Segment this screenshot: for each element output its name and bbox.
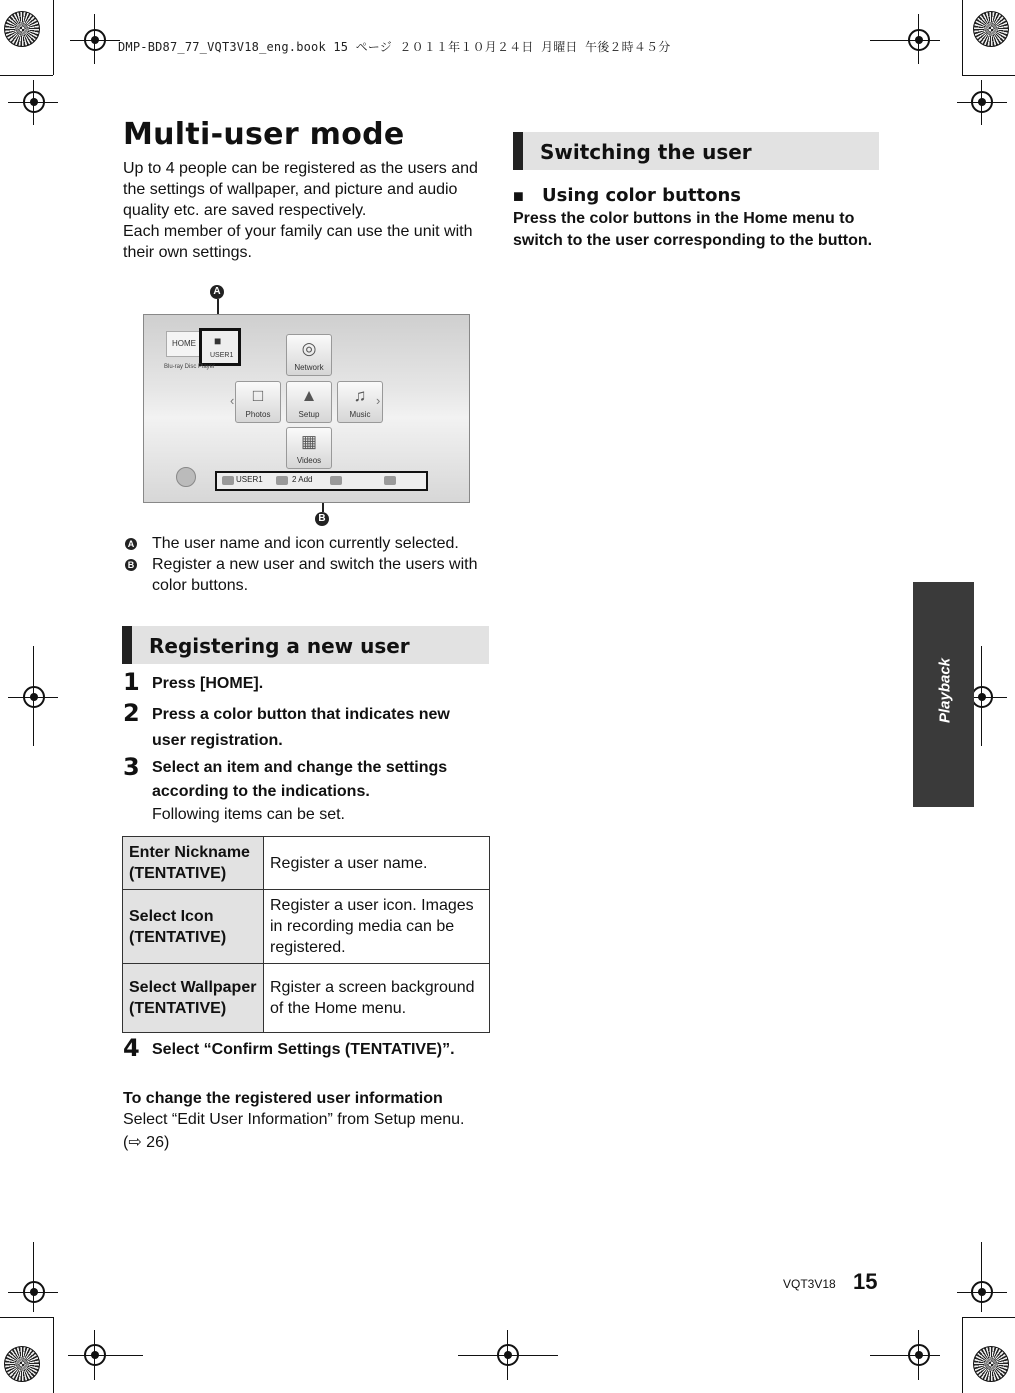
crop-mark [962, 1317, 1015, 1318]
model-code: VQT3V18 [783, 1277, 836, 1291]
legend-item [123, 554, 483, 596]
page-number: 15 [853, 1269, 878, 1294]
side-tab [913, 582, 974, 807]
device-label: Blu-ray Disc Player [164, 364, 216, 370]
crop-mark [94, 14, 95, 64]
subheading: Using color buttons [542, 185, 741, 206]
crop-mark [957, 1292, 1007, 1293]
crop-mark [53, 1317, 54, 1393]
step-number: 4 [123, 1034, 140, 1062]
color-button-icon [384, 476, 396, 485]
tile-videos[interactable] [286, 427, 332, 469]
crop-mark [957, 102, 1007, 103]
add-user-slot[interactable]: 2 Add [292, 475, 313, 484]
network-icon: ◎ [301, 339, 317, 358]
setup-icon: ▲ [300, 386, 318, 405]
crop-mark [70, 40, 120, 41]
color-button-icon [222, 476, 234, 485]
crop-mark [8, 1292, 58, 1293]
legend-item [123, 533, 483, 554]
tile-network[interactable] [286, 334, 332, 376]
crop-mark [0, 1317, 53, 1318]
tile-photos[interactable] [235, 381, 281, 423]
section-heading-switching [513, 132, 879, 170]
legend-mark-a: A [125, 538, 137, 550]
crop-mark [962, 1317, 963, 1393]
crop-mark [94, 1330, 95, 1380]
crop-mark [981, 646, 982, 746]
right-arrow-icon: › [376, 393, 381, 408]
registration-sunburst-icon [973, 11, 1009, 47]
table-row [123, 890, 490, 964]
step-number: 3 [123, 753, 140, 781]
crop-mark [918, 1330, 919, 1380]
print-header-line: DMP-BD87_77_VQT3V18_eng.book 15 ページ ２０１１年１０月２４日 月曜日 午後２時４５分 [118, 40, 671, 54]
bottom-bar [215, 471, 428, 491]
section-heading-registering [122, 626, 489, 664]
legend-text: Register a new user and switch the users with color buttons. [152, 556, 478, 594]
disc-icon [176, 467, 196, 487]
crop-mark [68, 1355, 143, 1356]
crop-mark [53, 0, 54, 75]
crop-mark [918, 14, 919, 64]
change-info-text: Select “Edit User Information” from Setup menu. [123, 1111, 465, 1128]
crop-mark [870, 1355, 940, 1356]
step-text: Press [HOME]. [152, 675, 264, 692]
crop-mark [33, 646, 34, 746]
current-user-box [199, 328, 241, 366]
photos-icon: □ [252, 386, 264, 405]
square-bullet-icon: ■ [513, 186, 524, 206]
table-key: Select Icon (TENTATIVE) [123, 890, 264, 964]
color-button-icon [276, 476, 288, 485]
step-text: Select an item and change the settings according to the indications. [152, 759, 448, 800]
side-tab-label: Playback [936, 657, 954, 724]
legend-mark-b: B [125, 559, 137, 571]
home-menu-screenshot [143, 314, 470, 503]
registration-sunburst-icon [4, 1346, 40, 1382]
callout-b: B [315, 512, 329, 526]
table-row [123, 964, 490, 1033]
crop-mark [507, 1330, 508, 1380]
tile-label: Network [294, 363, 324, 372]
user-icon: ■ [214, 334, 222, 348]
table-value: Register a user name. [264, 837, 490, 890]
intro-paragraph: Each member of your family can use the unit with their own settings. [123, 223, 473, 261]
step-number: 1 [123, 668, 140, 696]
tile-label: Videos [296, 456, 322, 465]
crop-mark [962, 0, 963, 75]
settings-table [122, 836, 490, 1033]
tile-label: Setup [298, 410, 320, 419]
crop-mark [8, 697, 58, 698]
crop-mark [458, 1355, 558, 1356]
table-row [123, 837, 490, 890]
step-text: Select “Confirm Settings (TENTATIVE)”. [152, 1041, 455, 1058]
table-key: Select Wallpaper (TENTATIVE) [123, 964, 264, 1033]
crop-mark [981, 80, 982, 125]
music-icon: ♫ [353, 386, 367, 405]
step-text: Press a color button that indicates new user registration. [152, 706, 450, 749]
crop-mark [33, 80, 34, 125]
change-info-heading: To change the registered user information [123, 1090, 443, 1107]
callout-a: A [210, 285, 224, 299]
tile-setup[interactable] [286, 381, 332, 423]
section-heading-text: Registering a new user [149, 634, 410, 658]
home-label: HOME [166, 331, 202, 357]
user1-slot[interactable]: USER1 [236, 475, 263, 484]
color-button-icon [330, 476, 342, 485]
current-user-label: USER1 [210, 352, 234, 359]
table-key: Enter Nickname (TENTATIVE) [123, 837, 264, 890]
page-title: Multi-user mode [123, 117, 405, 152]
table-value: Register a user icon. Images in recording media can be registered. [264, 890, 490, 964]
crop-mark [870, 40, 940, 41]
crop-mark [962, 75, 1015, 76]
intro-text [123, 158, 491, 263]
tile-label: Photos [245, 410, 271, 419]
crop-mark [0, 75, 53, 76]
section-heading-text: Switching the user [540, 140, 752, 164]
videos-icon: ▦ [300, 432, 318, 451]
crop-mark [981, 1242, 982, 1312]
step-note: Following items can be set. [152, 806, 345, 823]
registration-sunburst-icon [973, 1346, 1009, 1382]
tile-label: Music [349, 410, 371, 419]
page-reference: (⇨ 26) [123, 1134, 170, 1151]
table-value: Rgister a screen background of the Home menu. [264, 964, 490, 1033]
switching-body: Press the color buttons in the Home menu to switch to the user corresponding to the button. [513, 210, 873, 249]
left-arrow-icon: ‹ [230, 393, 235, 408]
registration-sunburst-icon [4, 11, 40, 47]
intro-paragraph: Up to 4 people can be registered as the users and the settings of wallpaper, and picture and audio quality etc. are saved respectively. [123, 160, 478, 219]
legend-text: The user name and icon currently selected. [152, 535, 459, 552]
crop-mark [33, 1242, 34, 1312]
step-number: 2 [123, 699, 140, 727]
